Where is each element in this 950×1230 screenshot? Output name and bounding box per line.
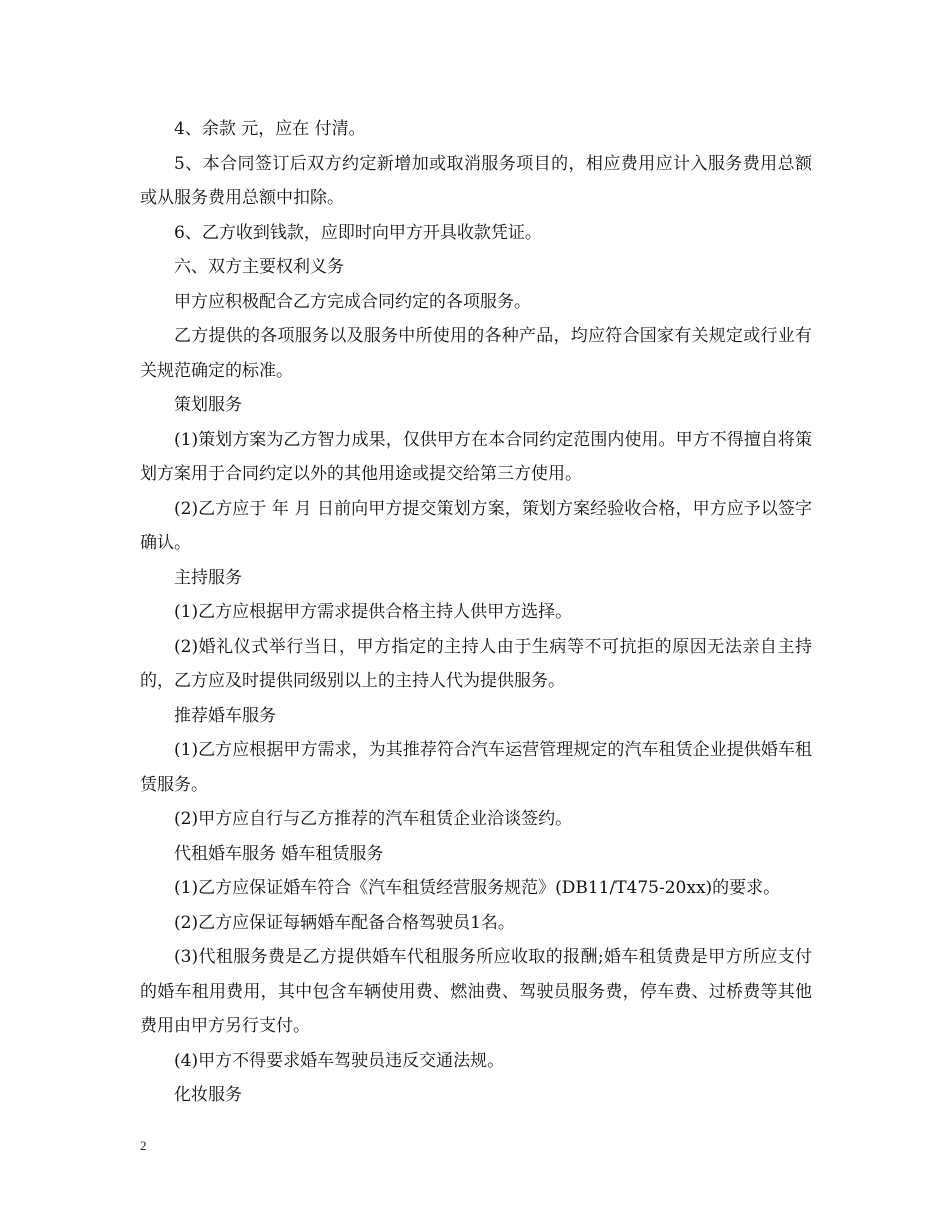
paragraph-car-rental-item-4: (4)甲方不得要求婚车驾驶员违反交通法规。 [174,1050,505,1071]
paragraph-receipt: 6、乙方收到钱款，应即时向甲方开具收款凭证。 [174,222,542,243]
subheading-car-recommendation: 推荐婚车服务 [174,705,276,726]
paragraph-party-b-standards: 乙方提供的各项服务以及服务中所使用的各种产品，均应符合国家有关规定或行业有关规范确定的标准。 [140,326,812,381]
section-heading-rights-obligations: 六、双方主要权利义务 [174,257,344,277]
paragraph-car-rental-item-1: (1)乙方应保证婚车符合《汽车租赁经营服务规范》(DB11/T475-20xx)的要求。 [174,878,781,898]
paragraph-balance-payment: 4、余款 元，应在 付清。 [174,119,366,139]
paragraph-planning-item-1: (1)策划方案为乙方智力成果，仅供甲方在本合同约定范围内使用。甲方不得擅自将策划方案用于合同约定以外的其他用途或提交给第三方使用。 [140,429,812,484]
page-number: 2 [140,1138,147,1153]
subheading-host-service: 主持服务 [174,567,242,588]
paragraph-party-a-cooperation: 甲方应积极配合乙方完成合同约定的各项服务。 [174,291,531,312]
paragraph-host-item-1: (1)乙方应根据甲方需求提供合格主持人供甲方选择。 [174,602,573,622]
paragraph-service-change: 5、本合同签订后双方约定新增加或取消服务项目的，相应费用应计入服务费用总额或从服务费用总额中扣除。 [140,153,812,208]
paragraph-host-item-2: (2)婚礼仪式举行当日，甲方指定的主持人由于生病等不可抗拒的原因无法亲自主持的，乙方应及时提供同级别以上的主持人代为提供服务。 [140,636,812,691]
paragraph-car-recommendation-item-2: (2)甲方应自行与乙方推荐的汽车租赁企业洽谈签约。 [174,809,573,829]
subheading-car-rental-service: 代租婚车服务 婚车租赁服务 [174,843,384,864]
paragraph-car-rental-item-2: (2)乙方应保证每辆婚车配备合格驾驶员1名。 [174,912,515,933]
contract-text-body [140,112,812,1113]
paragraph-car-rental-item-3: (3)代租服务费是乙方提供婚车代租服务所应收取的报酬;婚车租赁费是甲方所应支付的婚车租用费用，其中包含车辆使用费、燃油费、驾驶员服务费，停车费、过桥费等其他费用由甲方另行支付。 [140,947,812,1036]
subheading-makeup-service: 化妆服务 [174,1085,242,1105]
paragraph-planning-item-2: (2)乙方应于 年 月 日前向甲方提交策划方案，策划方案经验收合格，甲方应予以签字确认。 [140,498,812,553]
paragraph-car-recommendation-item-1: (1)乙方应根据甲方需求，为其推荐符合汽车运营管理规定的汽车租赁企业提供婚车租赁服务。 [140,740,812,795]
subheading-planning-service: 策划服务 [174,395,242,415]
